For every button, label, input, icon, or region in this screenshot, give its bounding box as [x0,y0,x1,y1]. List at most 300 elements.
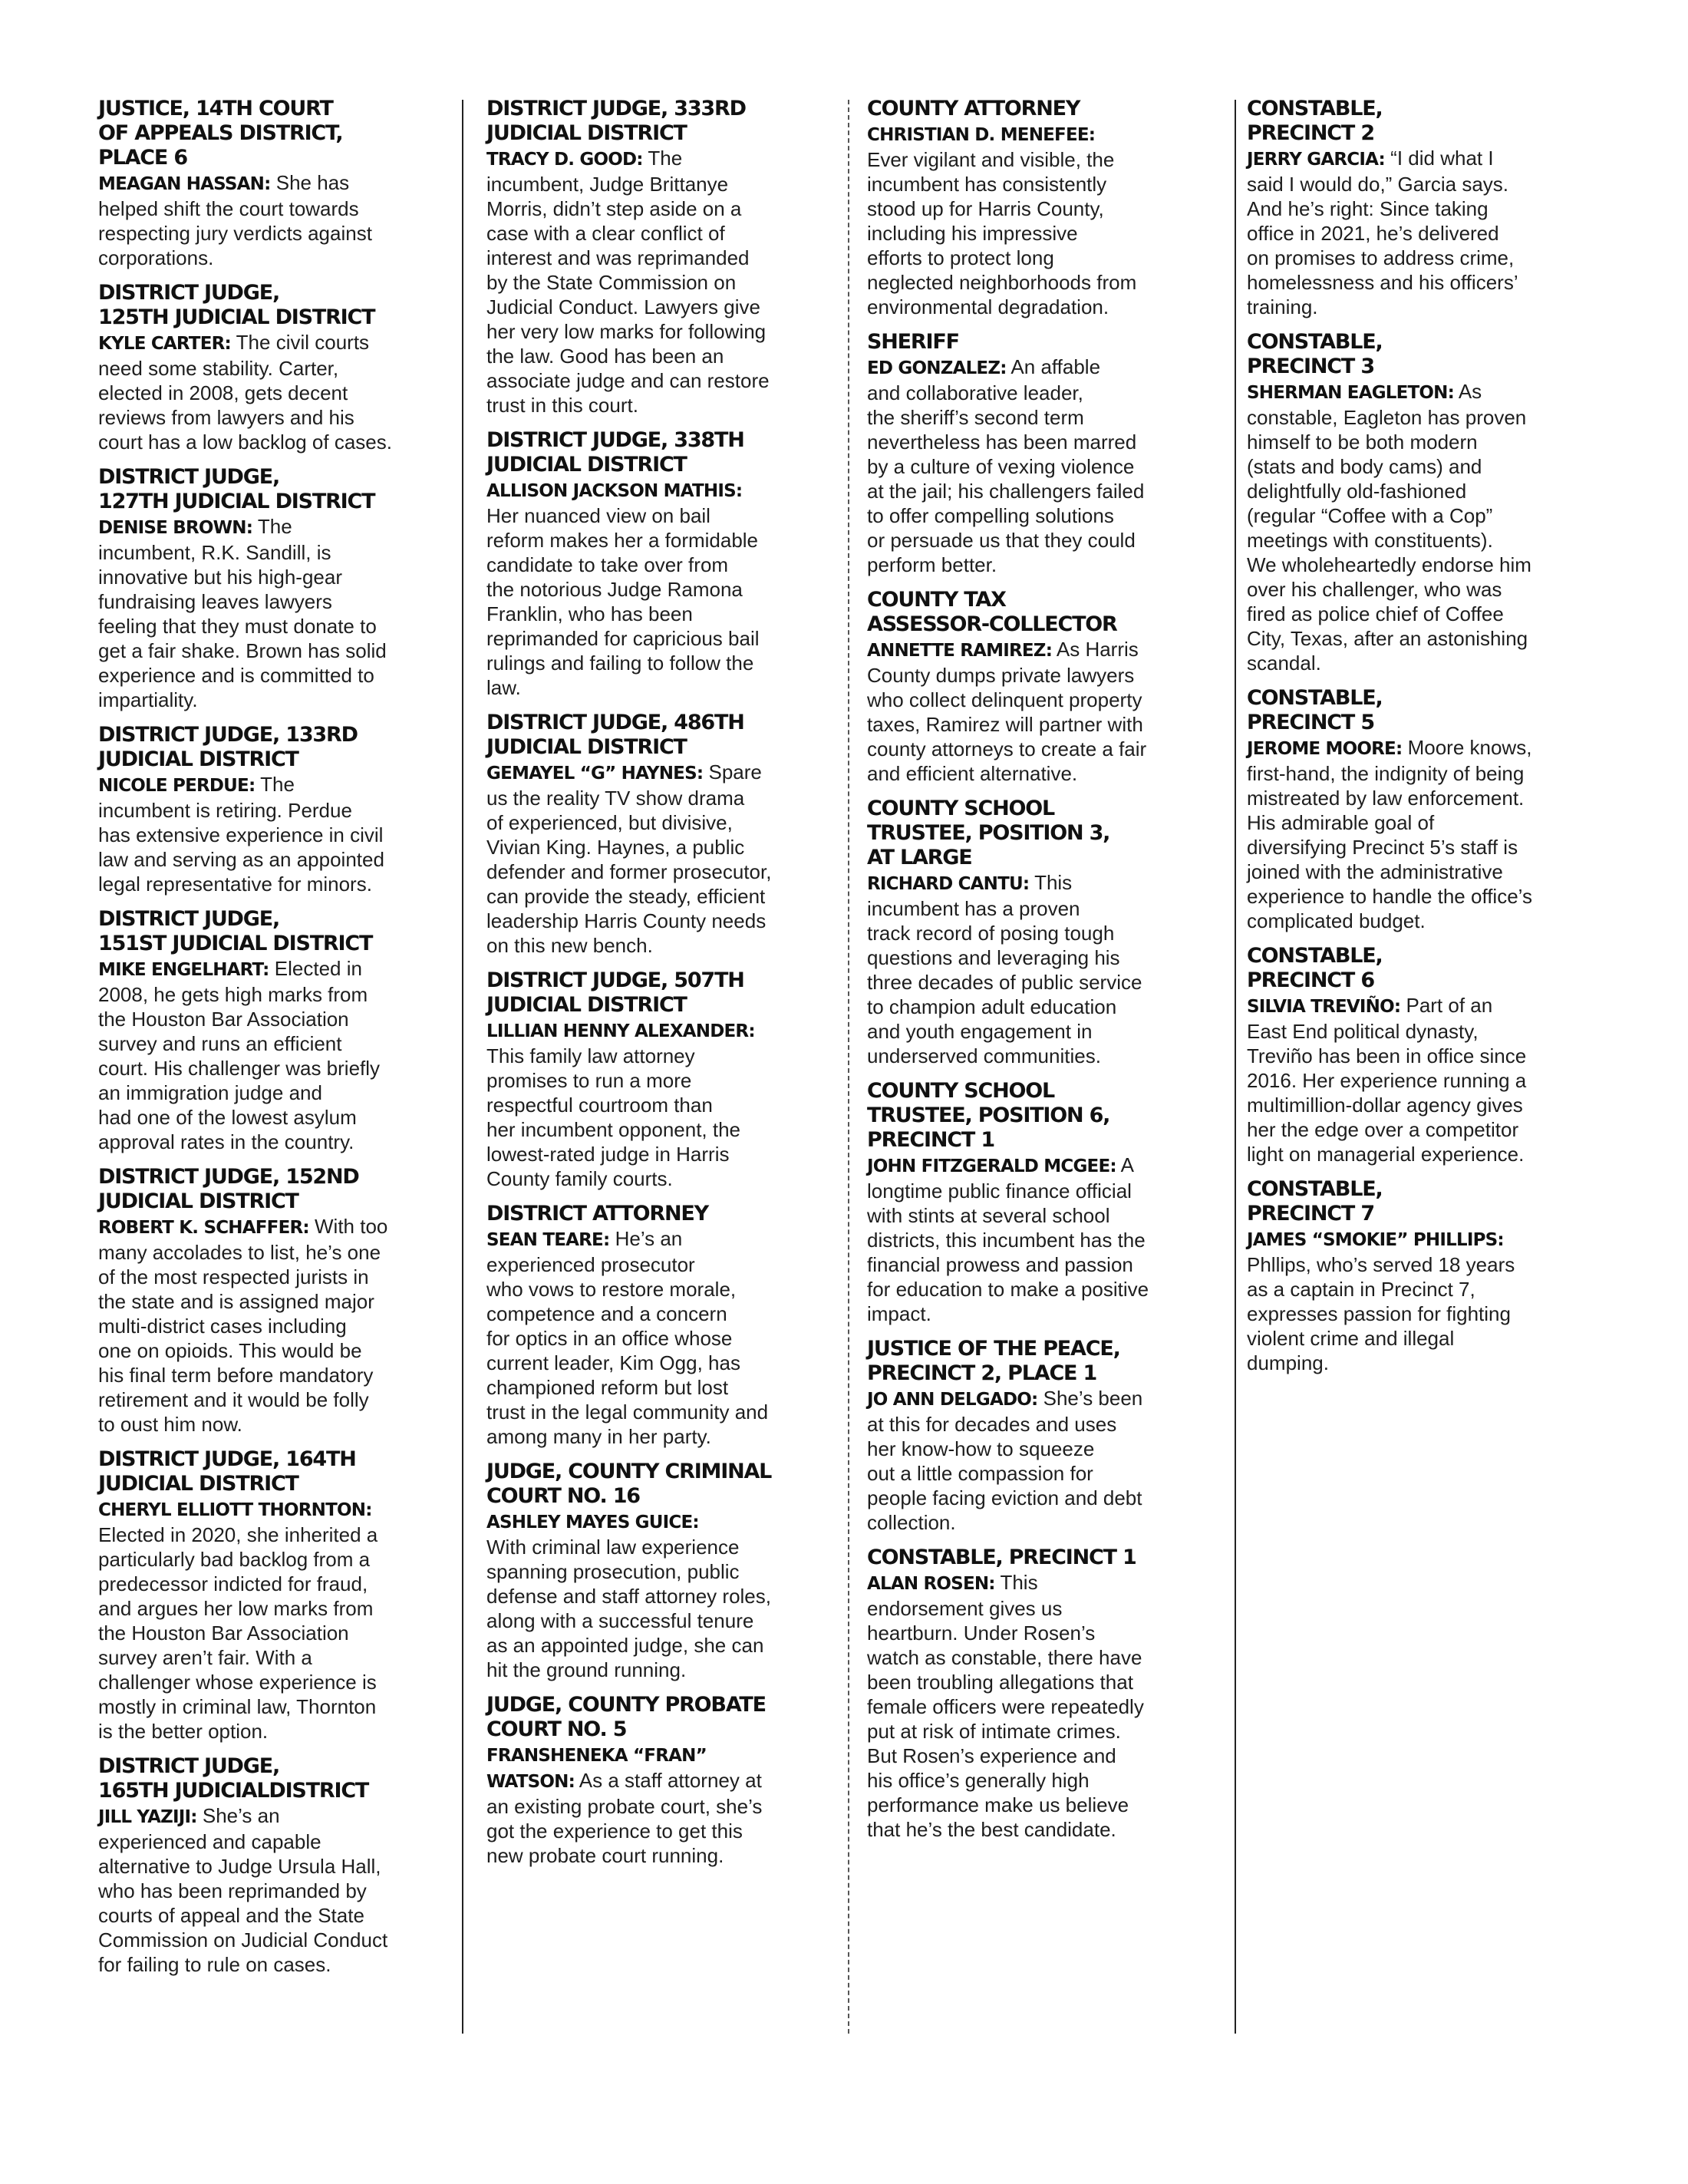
text-line: retirement and it would be folly [98,1388,369,1411]
text-line: with stints at several school [867,1204,1110,1227]
text-line: himself to be both modern [1247,431,1478,454]
text-line [1247,735,1600,761]
body-text: Moore knows, [1402,736,1532,759]
text-line [867,355,1220,381]
office-heading-line: JUDICIAL DISTRICT [98,1189,298,1213]
office-heading-line: COURT NO. 16 [486,1484,640,1508]
endorsement-text [1247,993,1600,1166]
office-heading [1247,686,1600,735]
text-line [1247,146,1600,172]
office-heading-line: JUDGE, COUNTY PROBATE [486,1693,766,1717]
text-line: as a captain in Precinct 7, [1247,1278,1475,1301]
candidate-name: MIKE ENGELHART: [98,960,269,980]
text-line: experience and is committed to [98,664,374,687]
text-line: constable, Eagleton has proven [1247,406,1527,429]
text-line: This family law attorney [486,1044,695,1067]
office-heading-line: DISTRICT JUDGE, 338TH [486,428,744,452]
office-heading-line: 151ST JUDICIAL DISTRICT [98,932,373,955]
text-line: Vivian King. Haynes, a public [486,836,745,859]
body-text: Part of an [1400,994,1493,1017]
text-line: law and serving as an appointed [98,848,384,871]
text-line [1247,993,1600,1019]
text-line [98,1214,451,1240]
text-line: out a little compassion for [867,1462,1093,1485]
office-heading [486,97,839,146]
text-line: incumbent, R.K. Sandill, is [98,541,331,564]
office-heading [867,330,1220,355]
text-line: delightfully old-fashioned [1247,480,1467,503]
column-4 [1247,97,1600,1386]
text-line: With criminal law experience [486,1536,740,1559]
text-line: the state and is assigned major [98,1290,374,1313]
text-line: defender and former prosecutor, [486,860,772,883]
endorsement-text [486,1226,839,1449]
text-line: rulings and failing to follow the [486,652,754,675]
candidate-name: NICOLE PERDUE: [98,776,256,796]
endorsement-text [1247,1226,1600,1375]
office-heading-line: COUNTY SCHOOL [867,797,1055,820]
office-heading-line: DISTRICT ATTORNEY [486,1202,708,1226]
endorsement-entry [1247,1177,1600,1375]
text-line: City, Texas, after an astonishing [1247,627,1528,650]
endorsement-text [1247,379,1600,675]
office-heading-line: DISTRICT JUDGE, 133RD [98,723,358,747]
text-line: the sheriff’s second term [867,406,1084,429]
endorsement-entry [98,1165,451,1437]
text-line: County family courts. [486,1167,673,1190]
text-line: at the jail; his challengers failed [867,480,1145,503]
office-heading [486,428,839,477]
office-heading [867,1337,1220,1386]
text-line: expresses passion for fighting [1247,1302,1511,1325]
endorsement-text [98,956,451,1154]
text-line: elected in 2008, gets decent [98,381,348,404]
text-line: and youth engagement in [867,1020,1093,1043]
text-line: stood up for Harris County, [867,197,1104,220]
office-heading-line: PRECINCT 1 [867,1128,994,1152]
office-heading-line: 165TH JUDICIALDISTRICT [98,1779,369,1803]
text-line: Elected in 2020, she inherited a [98,1523,378,1546]
body-text: Spare [703,760,762,784]
text-line [867,121,1220,147]
office-heading [1247,944,1600,993]
office-heading [867,97,1220,121]
text-line: county attorneys to create a fair [867,737,1147,760]
endorsement-text [98,514,451,712]
text-line: alternative to Judge Ursula Hall, [98,1855,381,1878]
office-heading-line: CONSTABLE, [1247,330,1383,354]
text-line: on promises to address crime, [1247,246,1515,269]
text-line [98,1803,451,1829]
text-line: to champion adult education [867,995,1117,1018]
office-heading-line: JUDGE, COUNTY CRIMINAL [486,1460,772,1483]
text-line: law. [486,676,521,699]
text-line: who collect delinquent property [867,688,1142,711]
office-heading-line: CONSTABLE, PRECINCT 1 [867,1546,1136,1569]
text-line: financial prowess and passion [867,1253,1133,1276]
endorsement-text [867,637,1220,786]
office-heading [486,1460,839,1509]
endorsement-text [1247,735,1600,933]
text-line: hit the ground running. [486,1658,687,1681]
text-line: 2016. Her experience running a [1247,1069,1527,1092]
text-line: longtime public finance official [867,1179,1132,1203]
text-line: many accolades to list, he’s one [98,1241,381,1264]
body-text: The [642,147,683,170]
office-heading-line: PRECINCT 5 [1247,711,1374,734]
text-line: (stats and body cams) and [1247,455,1482,478]
text-line [867,870,1220,896]
text-line: need some stability. Carter, [98,357,339,380]
office-heading [1247,1177,1600,1226]
text-line: including his impressive [867,222,1078,245]
text-line [486,760,839,786]
endorsement-entry [867,1079,1220,1326]
text-line: questions and leveraging his [867,946,1120,969]
office-heading [98,1447,451,1496]
office-heading-line: JUDICIAL DISTRICT [98,1472,298,1496]
text-line: dumping. [1247,1351,1329,1374]
office-heading [98,97,451,170]
office-heading-line: PRECINCT 6 [1247,968,1374,992]
text-line [98,330,451,356]
endorsement-entry [98,723,451,896]
endorsement-entry [486,1693,839,1868]
office-heading-line: COURT NO. 5 [486,1717,627,1741]
office-heading-line: SHERIFF [867,330,959,354]
office-heading [867,1079,1220,1153]
candidate-name: ED GONZALEZ: [867,358,1007,378]
column-divider-1 [462,100,463,2034]
text-line [486,1509,839,1535]
text-line: her know-how to squeeze [867,1437,1095,1460]
endorsement-entry [98,1754,451,1977]
candidate-name: JAMES “SMOKIE” PHILLIPS: [1247,1230,1504,1250]
column-2 [486,97,839,1879]
body-text: The civil courts [230,331,370,354]
candidate-name: CHERYL ELLIOTT THORNTON: [98,1500,372,1520]
text-line [486,1742,839,1768]
text-line: Morris, didn’t step aside on a [486,197,742,220]
text-line: Ever vigilant and visible, the [867,148,1115,171]
endorsement-text [486,760,839,958]
office-heading-line: DISTRICT JUDGE, 486TH [486,711,744,734]
text-line: nevertheless has been marred [867,431,1137,454]
candidate-name: GEMAYEL “G” HAYNES: [486,764,704,784]
text-line: We wholeheartedly endorse him [1247,553,1531,576]
text-line: an immigration judge and [98,1081,322,1104]
text-line: endorsement gives us [867,1597,1063,1620]
text-line: homelessness and his officers’ [1247,271,1518,294]
office-heading-line: TRUSTEE, POSITION 6, [867,1104,1110,1127]
endorsement-text [98,330,451,454]
candidate-name: JO ANN DELGADO: [867,1390,1038,1410]
endorsement-entry [98,281,451,454]
body-text: He’s an [609,1227,683,1250]
office-heading-line: 125TH JUDICIAL DISTRICT [98,305,375,329]
text-line: championed reform but lost [486,1376,729,1399]
text-line: an existing probate court, she’s [486,1795,763,1818]
text-line: court. His challenger was briefly [98,1057,381,1080]
text-line: diversifying Precinct 5’s staff is [1247,836,1518,859]
text-line: leadership Harris County needs [486,909,767,932]
text-line: as an appointed judge, she can [486,1634,764,1657]
text-line: trust in this court. [486,394,638,417]
text-line [98,1496,451,1523]
endorsement-text [98,170,451,270]
text-line: Treviño has been in office since [1247,1044,1527,1067]
text-line: impartiality. [98,688,198,711]
text-line: multimillion-dollar agency gives [1247,1094,1523,1117]
text-line: perform better. [867,553,997,576]
endorsement-text [867,1570,1220,1842]
candidate-name: DENISE BROWN: [98,518,253,538]
text-line: complicated budget. [1247,909,1426,932]
office-heading-line: TRUSTEE, POSITION 3, [867,821,1110,845]
text-line: watch as constable, there have [867,1646,1142,1669]
text-line: to oust him now. [98,1413,242,1436]
text-line: one on opioids. This would be [98,1339,362,1362]
text-line [867,637,1220,663]
body-text: This [994,1571,1038,1594]
candidate-name: ASHLEY MAYES GUICE: [486,1513,699,1532]
text-line: been troubling allegations that [867,1671,1133,1694]
text-line: and argues her low marks from [98,1597,374,1620]
text-line: the Houston Bar Association [98,1008,349,1031]
text-line: incumbent, Judge Brittanye [486,173,729,196]
office-heading-line: DISTRICT JUDGE, 333RD [486,97,746,120]
endorsement-entry [867,1337,1220,1535]
text-line: that he’s the best candidate. [867,1818,1116,1841]
endorsement-text [486,1509,839,1682]
office-heading [486,1693,839,1742]
office-heading [98,723,451,772]
text-line: at this for decades and uses [867,1413,1117,1436]
text-line: impact. [867,1302,931,1325]
office-heading-line: ASSESSOR-COLLECTOR [867,612,1117,636]
text-line: incumbent is retiring. Perdue [98,799,352,822]
text-line: respectful courtroom than [486,1094,713,1117]
text-line: taxes, Ramirez will partner with [867,713,1143,736]
candidate-name: ROBERT K. SCHAFFER: [98,1218,309,1238]
text-line: Franklin, who has been [486,602,693,625]
text-line: experienced prosecutor [486,1253,695,1276]
text-line: her incumbent opponent, the [486,1118,741,1141]
text-line: said I would do,” Garcia says. [1247,173,1509,196]
office-heading [98,1754,451,1803]
text-line [867,1570,1220,1596]
endorsement-text [486,1742,839,1868]
text-line: County dumps private lawyers [867,664,1135,687]
office-heading [867,797,1220,870]
body-text: She’s an [196,1804,280,1827]
endorsement-text [486,146,839,417]
endorsement-entry [98,465,451,712]
text-line: put at risk of intimate crimes. [867,1720,1121,1743]
text-line: by the State Commission on [486,271,737,294]
text-line: had one of the lowest asylum [98,1106,357,1129]
endorsement-entry [486,1460,839,1682]
endorsement-entry [98,97,451,270]
office-heading-line: JUDICIAL DISTRICT [486,121,687,145]
text-line: on this new bench. [486,934,653,957]
text-line: feeling that they must donate to [98,615,377,638]
text-line [98,956,451,982]
text-line: meetings with constituents). [1247,529,1493,552]
endorsement-text [867,355,1220,577]
text-line: us the reality TV show drama [486,787,745,810]
office-heading-line: CONSTABLE, [1247,97,1383,120]
candidate-name: ANNETTE RAMIREZ: [867,641,1053,661]
office-heading-line: CONSTABLE, [1247,1177,1383,1201]
text-line [486,1768,839,1794]
candidate-name: SILVIA TREVIÑO: [1247,997,1401,1017]
endorsement-entry [486,1202,839,1449]
text-line: to offer compelling solutions [867,504,1114,527]
text-line: has extensive experience in civil [98,823,384,846]
text-line: fired as police chief of Coffee [1247,602,1504,625]
text-line: got the experience to get this [486,1819,743,1843]
text-line: violent crime and illegal [1247,1327,1455,1350]
office-heading-line: PRECINCT 3 [1247,355,1374,378]
text-line [486,146,839,172]
body-text: She has [270,171,350,194]
endorsement-entry [98,1447,451,1744]
endorsement-text [98,1496,451,1744]
text-line: of experienced, but divisive, [486,811,733,834]
column-divider-3 [1235,100,1236,2034]
body-text: The [255,773,295,796]
text-line: female officers were repeatedly [867,1695,1144,1718]
text-line: first-hand, the indignity of being [1247,762,1525,785]
text-line: trust in the legal community and [486,1400,769,1424]
text-line: mostly in criminal law, Thornton [98,1695,377,1718]
text-line: Judicial Conduct. Lawyers give [486,295,760,318]
text-line: heartburn. Under Rosen’s [867,1622,1096,1645]
office-heading-line: JUSTICE, 14TH COURT [98,97,333,120]
office-heading [486,968,839,1018]
endorsement-entry [1247,944,1600,1166]
text-line: track record of posing tough [867,922,1115,945]
column-1 [98,97,451,1988]
text-line: who has been reprimanded by [98,1879,367,1902]
body-text: The [252,515,292,538]
text-line: fundraising leaves lawyers [98,590,332,613]
text-line: experience to handle the office’s [1247,885,1532,908]
text-line [1247,379,1600,405]
office-heading [867,588,1220,637]
text-line: current leader, Kim Ogg, has [486,1351,740,1374]
text-line: corporations. [98,246,214,269]
office-heading [867,1546,1220,1570]
office-heading-line: COUNTY SCHOOL [867,1079,1055,1103]
text-line: neglected neighborhoods from [867,271,1137,294]
text-line [867,1386,1220,1412]
office-heading [98,281,451,330]
office-heading-line: DISTRICT JUDGE, 152ND [98,1165,359,1189]
office-heading [98,465,451,514]
body-text: Elected in [269,957,362,980]
text-line: new probate court running. [486,1844,724,1867]
text-line: legal representative for minors. [98,873,372,896]
endorsement-entry [486,97,839,417]
office-heading-line: COUNTY TAX [867,588,1006,612]
candidate-name: JOHN FITZGERALD MCGEE: [867,1156,1116,1176]
text-line: collection. [867,1511,956,1534]
text-line: Her nuanced view on bail [486,504,710,527]
candidate-name: WATSON: [486,1772,575,1792]
text-line: his final term before mandatory [98,1364,374,1387]
text-line: get a fair shake. Brown has solid [98,639,387,662]
text-line: respecting jury verdicts against [98,222,372,245]
text-line: for optics in an office whose [486,1327,733,1350]
office-heading [98,907,451,956]
office-heading [1247,330,1600,379]
candidate-name: TRACY D. GOOD: [486,150,643,170]
text-line: multi-district cases including [98,1315,347,1338]
candidate-name: KYLE CARTER: [98,334,231,354]
text-line: courts of appeal and the State [98,1904,364,1927]
text-line: promises to run a more [486,1069,692,1092]
text-line: associate judge and can restore [486,369,770,392]
office-heading [486,1202,839,1226]
candidate-name: JILL YAZIJI: [98,1807,197,1827]
office-heading-line: JUDICIAL DISTRICT [486,993,687,1017]
office-heading-line: CONSTABLE, [1247,686,1383,710]
text-line: three decades of public service [867,971,1142,994]
candidate-name: RICHARD CANTU: [867,874,1030,894]
text-line: 2008, he gets high marks from [98,983,368,1006]
office-heading-line: AT LARGE [867,846,972,869]
text-line: survey and runs an efficient [98,1032,342,1055]
text-line: candidate to take over from [486,553,729,576]
text-line: by a culture of vexing violence [867,455,1135,478]
text-line [98,514,451,540]
text-line: But Rosen’s experience and [867,1744,1116,1767]
text-line: districts, this incumbent has the [867,1229,1146,1252]
text-line: innovative but his high-gear [98,566,342,589]
endorsement-entry [486,968,839,1191]
body-text: She’s been [1037,1387,1143,1410]
office-heading-line: PRECINCT 2, PLACE 1 [867,1361,1097,1385]
column-3 [867,97,1220,1852]
text-line: incumbent has a proven [867,897,1080,920]
text-line [1247,1226,1600,1252]
text-line [98,170,451,196]
body-text: An affable [1006,355,1101,378]
text-line: experienced and capable [98,1830,321,1853]
candidate-name: MEAGAN HASSAN: [98,174,271,194]
text-line: environmental degradation. [867,295,1109,318]
candidate-name: ALAN ROSEN: [867,1574,995,1594]
text-line: Commission on Judicial Conduct [98,1928,388,1951]
body-text: “I did what I [1384,147,1494,170]
office-heading [486,711,839,760]
text-line: reform makes her a formidable [486,529,759,552]
office-heading-line: PRECINCT 2 [1247,121,1374,145]
text-line [486,1226,839,1252]
endorsement-entry [867,330,1220,577]
column-divider-2 [848,100,849,2034]
text-line [98,772,451,798]
text-line: over his challenger, who was [1247,578,1502,601]
text-line: joined with the administrative [1247,860,1503,883]
candidate-name: CHRISTIAN D. MENEFEE: [867,125,1096,145]
endorsement-text [98,1214,451,1437]
text-line: efforts to protect long [867,246,1054,269]
text-line: who vows to restore morale, [486,1278,737,1301]
text-line: the law. Good has been an [486,345,724,368]
